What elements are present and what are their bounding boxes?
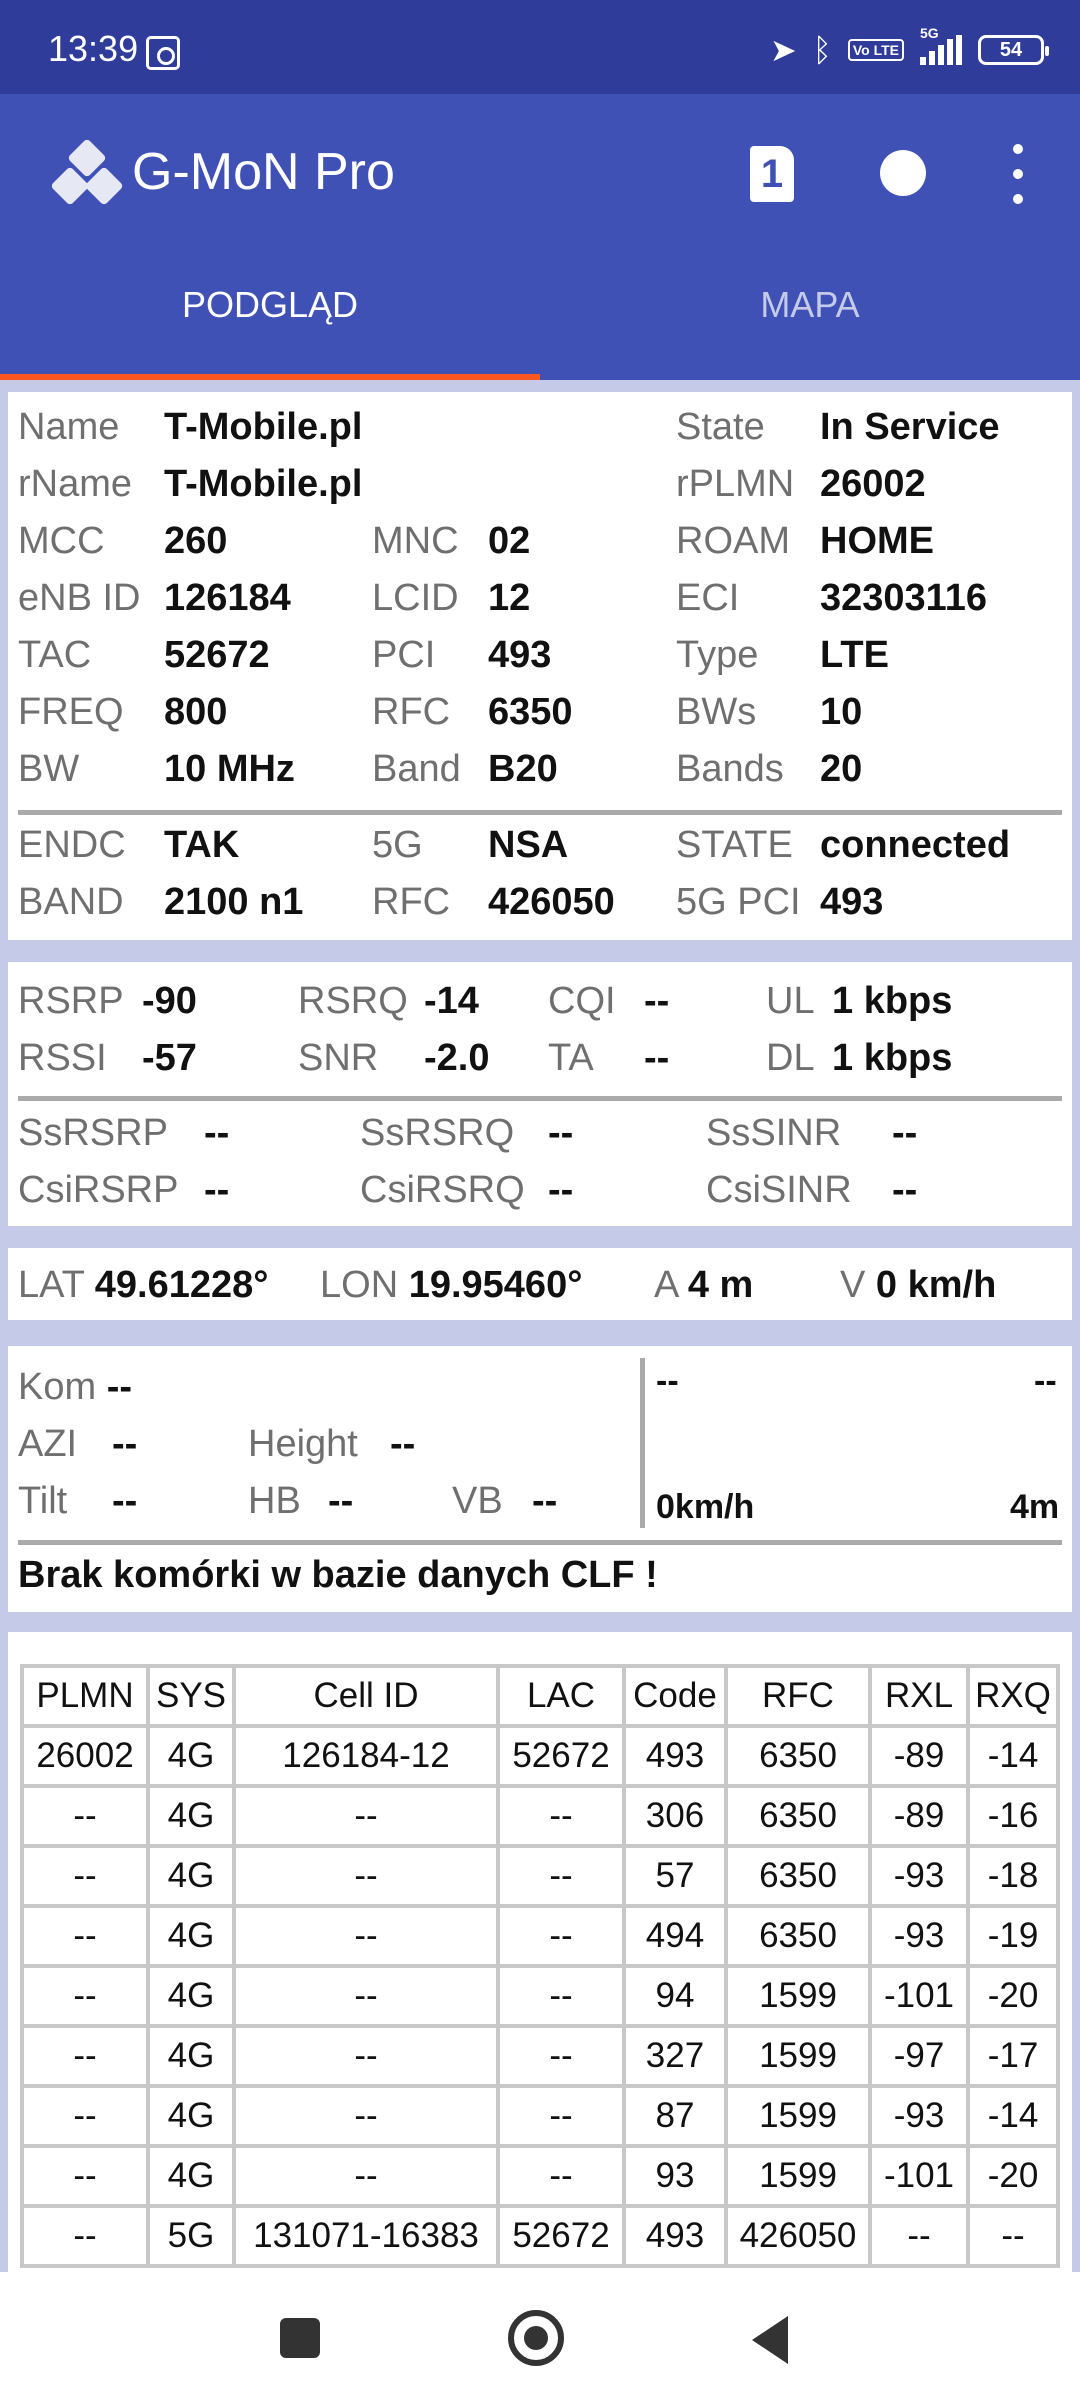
signal-card [8, 962, 1072, 1226]
dl-label: DL [766, 1037, 815, 1079]
dl-value: 1 kbps [832, 1037, 953, 1079]
cell-id: -- [234, 1966, 498, 2026]
divider [18, 810, 1062, 815]
lat-label: LAT [18, 1264, 85, 1306]
graph-divider [640, 1358, 645, 1528]
type-label: Type [676, 634, 759, 676]
cell-rxq: -18 [968, 1846, 1058, 1906]
column-header: Cell ID [234, 1666, 498, 1726]
ul-value: 1 kbps [832, 980, 953, 1022]
bw-value: 10 MHz [164, 748, 295, 790]
cell-plmn: -- [22, 1906, 148, 1966]
rsrp-label: RSRP [18, 980, 124, 1022]
state-value: In Service [820, 406, 1000, 448]
cell-rxq: -20 [968, 2146, 1058, 2206]
cell-plmn: -- [22, 2026, 148, 2086]
band-value: B20 [488, 748, 558, 790]
cell-lac: -- [498, 2026, 624, 2086]
table-row [22, 2146, 1058, 2206]
cell-rxq: -14 [968, 1726, 1058, 1786]
cell-plmn: -- [22, 2146, 148, 2206]
sim-card-icon[interactable]: 1 [750, 146, 794, 202]
app-title: G-MoN Pro [132, 143, 395, 201]
cell-sys: 4G [148, 1786, 234, 1846]
cell-lac: 52672 [498, 1726, 624, 1786]
nr-band-label: BAND [18, 881, 124, 923]
graph-top-right: -- [1034, 1362, 1057, 1400]
column-header: RXQ [968, 1666, 1058, 1726]
height-value: -- [390, 1423, 416, 1465]
azi-value: -- [112, 1423, 138, 1465]
csirsrq-value: -- [548, 1169, 574, 1211]
lcid-label: LCID [372, 577, 459, 619]
cell-plmn: -- [22, 2206, 148, 2266]
kom-label: Kom [18, 1366, 97, 1408]
more-options-icon[interactable] [1006, 144, 1030, 204]
accuracy-value: 4 m [687, 1264, 754, 1306]
volte-icon: Vo LTE [848, 39, 904, 61]
cell-rxq: -19 [968, 1906, 1058, 1966]
column-header: Code [624, 1666, 726, 1726]
network-type: 5G [920, 25, 939, 41]
nr-band-value: 2100 n1 [164, 881, 304, 923]
graph-distance: 4m [1010, 1488, 1060, 1526]
nr-pci-value: 493 [820, 881, 884, 923]
cell-id: 126184-12 [234, 1726, 498, 1786]
roam-value: HOME [820, 520, 934, 562]
tab-mapa[interactable]: MAPA [760, 284, 860, 325]
rplmn-label: rPLMN [676, 463, 795, 505]
pci-value: 493 [488, 634, 552, 676]
cell-rxl: -93 [870, 2086, 968, 2146]
bws-value: 10 [820, 691, 863, 733]
cell-rxl: -93 [870, 1846, 968, 1906]
sssinr-label: SsSINR [706, 1112, 842, 1154]
mnc-label: MNC [372, 520, 459, 562]
cell-id: -- [234, 1786, 498, 1846]
rfc-value: 6350 [488, 691, 573, 733]
cell-sys: 4G [148, 2026, 234, 2086]
vb-value: -- [532, 1480, 558, 1522]
endc-label: ENDC [18, 824, 126, 866]
neighbor-cells-card [8, 1632, 1072, 2272]
mnc-value: 02 [488, 520, 531, 562]
bws-label: BWs [676, 691, 757, 733]
tac-label: TAC [18, 634, 92, 676]
cell-lac: 52672 [498, 2206, 624, 2266]
rssi-label: RSSI [18, 1037, 107, 1079]
cell-rxq: -20 [968, 1966, 1058, 2026]
signal-strength-icon [920, 25, 962, 65]
location-arrow-icon: ➤ [769, 32, 797, 68]
rfc-label: RFC [372, 691, 451, 733]
csisinr-value: -- [892, 1169, 918, 1211]
tab-indicator [0, 374, 540, 380]
cell-rfc: 426050 [726, 2206, 870, 2266]
recents-button[interactable] [280, 2318, 320, 2358]
table-header-row [22, 1666, 1058, 1726]
table-row [22, 1966, 1058, 2026]
cqi-value: -- [644, 980, 670, 1022]
cell-id: -- [234, 2146, 498, 2206]
graph-top-left: -- [656, 1362, 679, 1400]
cell-sys: 4G [148, 2146, 234, 2206]
ul-label: UL [766, 980, 815, 1022]
rname-label: rName [18, 463, 133, 505]
mcc-label: MCC [18, 520, 105, 562]
cell-plmn: -- [22, 1846, 148, 1906]
cell-plmn: 26002 [22, 1726, 148, 1786]
cell-rfc: 1599 [726, 2086, 870, 2146]
battery-level: 54 [999, 38, 1023, 61]
vb-label: VB [452, 1480, 503, 1522]
csirsrp-value: -- [204, 1169, 230, 1211]
kom-value: -- [106, 1366, 133, 1408]
speed-label: V [840, 1264, 866, 1306]
divider [18, 1540, 1062, 1545]
cell-sys: 4G [148, 1966, 234, 2026]
pci-label: PCI [372, 634, 436, 676]
eci-value: 32303116 [820, 577, 987, 619]
freq-value: 800 [164, 691, 228, 733]
cell-plmn: -- [22, 2086, 148, 2146]
nr-state-value: connected [820, 824, 1011, 866]
hb-label: HB [248, 1480, 301, 1522]
cell-code: 306 [624, 1786, 726, 1846]
mcc-value: 260 [164, 520, 228, 562]
rsrp-value: -90 [142, 980, 197, 1022]
cell-sys: 5G [148, 2206, 234, 2266]
lat-value: 49.61228° [94, 1264, 269, 1306]
cell-info-card [8, 392, 1072, 940]
enb-label: eNB ID [18, 577, 141, 619]
snr-label: SNR [298, 1037, 379, 1079]
cell-rfc: 6350 [726, 1786, 870, 1846]
nr-pci-label: 5G PCI [676, 881, 801, 923]
clf-message: Brak komórki w bazie danych CLF ! [18, 1554, 658, 1596]
cell-rxq: -16 [968, 1786, 1058, 1846]
cell-rxq: -- [968, 2206, 1058, 2266]
csirsrq-label: CsiRSRQ [360, 1169, 525, 1211]
cell-rxl: -93 [870, 1906, 968, 1966]
cell-code: 327 [624, 2026, 726, 2086]
cell-rxl: -97 [870, 2026, 968, 2086]
nr-rfc-value: 426050 [488, 881, 615, 923]
bands-value: 20 [820, 748, 863, 790]
cell-rfc: 1599 [726, 2026, 870, 2086]
cell-code: 94 [624, 1966, 726, 2026]
column-header: RXL [870, 1666, 968, 1726]
cell-rfc: 6350 [726, 1726, 870, 1786]
type-value: LTE [820, 634, 889, 676]
neighbor-cells-table [20, 1664, 1060, 2268]
bw-label: BW [18, 748, 80, 790]
cell-rxl: -89 [870, 1786, 968, 1846]
cell-lac: -- [498, 1906, 624, 1966]
app-logo-icon [52, 138, 122, 208]
cell-rxl: -101 [870, 1966, 968, 2026]
cell-rxq: -17 [968, 2026, 1058, 2086]
lon-label: LON [320, 1264, 399, 1306]
table-row [22, 1726, 1058, 1786]
lcid-value: 12 [488, 577, 531, 619]
ssrsrq-value: -- [548, 1112, 574, 1154]
snr-value: -2.0 [424, 1037, 490, 1079]
cell-sys: 4G [148, 2086, 234, 2146]
state-label: State [676, 406, 765, 448]
band-label: Band [372, 748, 461, 790]
screenshot-icon [146, 36, 180, 70]
table-row [22, 2086, 1058, 2146]
tilt-value: -- [112, 1480, 138, 1522]
cell-code: 87 [624, 2086, 726, 2146]
nr-mode-label: 5G [372, 824, 423, 866]
name-label: Name [18, 406, 120, 448]
status-bar [0, 0, 1080, 94]
table-row [22, 2026, 1058, 2086]
cell-code: 93 [624, 2146, 726, 2206]
system-nav-bar [0, 2272, 1080, 2400]
cell-id: 131071-16383 [234, 2206, 498, 2266]
cell-sys: 4G [148, 1726, 234, 1786]
cell-code: 57 [624, 1846, 726, 1906]
nr-rfc-label: RFC [372, 881, 451, 923]
ssrsrp-value: -- [204, 1112, 230, 1154]
cell-rfc: 1599 [726, 2146, 870, 2206]
csisinr-label: CsiSINR [706, 1169, 852, 1211]
column-header: LAC [498, 1666, 624, 1726]
bands-label: Bands [676, 748, 784, 790]
endc-value: TAK [164, 824, 240, 866]
cell-code: 493 [624, 1726, 726, 1786]
back-button[interactable] [752, 2316, 788, 2364]
cell-sys: 4G [148, 1906, 234, 1966]
ta-value: -- [644, 1037, 670, 1079]
table-row [22, 1786, 1058, 1846]
record-icon[interactable] [880, 150, 926, 196]
cell-rxl: -101 [870, 2146, 968, 2206]
tac-value: 52672 [164, 634, 270, 676]
cell-code: 493 [624, 2206, 726, 2266]
clock: 13:39 [48, 28, 139, 69]
nr-state-label: STATE [676, 824, 793, 866]
cell-lac: -- [498, 1786, 624, 1846]
column-header: PLMN [22, 1666, 148, 1726]
ssrsrp-label: SsRSRP [18, 1112, 168, 1154]
csirsrp-label: CsiRSRP [18, 1169, 179, 1211]
cell-rxq: -14 [968, 2086, 1058, 2146]
column-header: SYS [148, 1666, 234, 1726]
tab-podglad[interactable]: PODGLĄD [181, 284, 359, 325]
accuracy-label: A [654, 1264, 678, 1306]
cell-lac: -- [498, 2086, 624, 2146]
table-row [22, 1906, 1058, 1966]
rname-value: T-Mobile.pl [164, 463, 363, 505]
freq-label: FREQ [18, 691, 124, 733]
cell-plmn: -- [22, 1786, 148, 1846]
cell-id: -- [234, 1846, 498, 1906]
graph-speed: 0km/h [656, 1488, 755, 1526]
cell-rfc: 6350 [726, 1846, 870, 1906]
cell-rxl: -89 [870, 1726, 968, 1786]
app-bar [0, 94, 1080, 380]
rsrq-label: RSRQ [298, 980, 408, 1022]
cell-lac: -- [498, 2146, 624, 2206]
battery-icon [978, 35, 1044, 65]
bluetooth-icon: ᛒ [812, 32, 832, 68]
cell-code: 494 [624, 1906, 726, 1966]
azi-label: AZI [18, 1423, 78, 1465]
cell-lac: -- [498, 1966, 624, 2026]
cell-rfc: 1599 [726, 1966, 870, 2026]
eci-label: ECI [676, 577, 740, 619]
cell-id: -- [234, 2086, 498, 2146]
ta-label: TA [548, 1037, 594, 1079]
cqi-label: CQI [548, 980, 616, 1022]
roam-label: ROAM [676, 520, 790, 562]
ssrsrq-label: SsRSRQ [360, 1112, 515, 1154]
tilt-label: Tilt [18, 1480, 68, 1522]
height-label: Height [248, 1423, 358, 1465]
cell-rxl: -- [870, 2206, 968, 2266]
cell-lac: -- [498, 1846, 624, 1906]
column-header: RFC [726, 1666, 870, 1726]
home-button[interactable] [508, 2310, 564, 2366]
nr-mode-value: NSA [488, 824, 569, 866]
gps-card [8, 1248, 1072, 1320]
status-icons [769, 25, 1044, 70]
cell-id: -- [234, 2026, 498, 2086]
hb-value: -- [328, 1480, 354, 1522]
rssi-value: -57 [142, 1037, 197, 1079]
divider [18, 1096, 1062, 1101]
sssinr-value: -- [892, 1112, 918, 1154]
cell-sys: 4G [148, 1846, 234, 1906]
name-value: T-Mobile.pl [164, 406, 363, 448]
speed-value: 0 km/h [875, 1264, 997, 1306]
lon-value: 19.95460° [408, 1264, 583, 1306]
site-card [8, 1346, 1072, 1612]
cell-rfc: 6350 [726, 1906, 870, 1966]
cell-id: -- [234, 1906, 498, 1966]
table-row [22, 1846, 1058, 1906]
rsrq-value: -14 [424, 980, 479, 1022]
enb-value: 126184 [164, 577, 291, 619]
cell-plmn: -- [22, 1966, 148, 2026]
table-row [22, 2206, 1058, 2266]
rplmn-value: 26002 [820, 463, 926, 505]
